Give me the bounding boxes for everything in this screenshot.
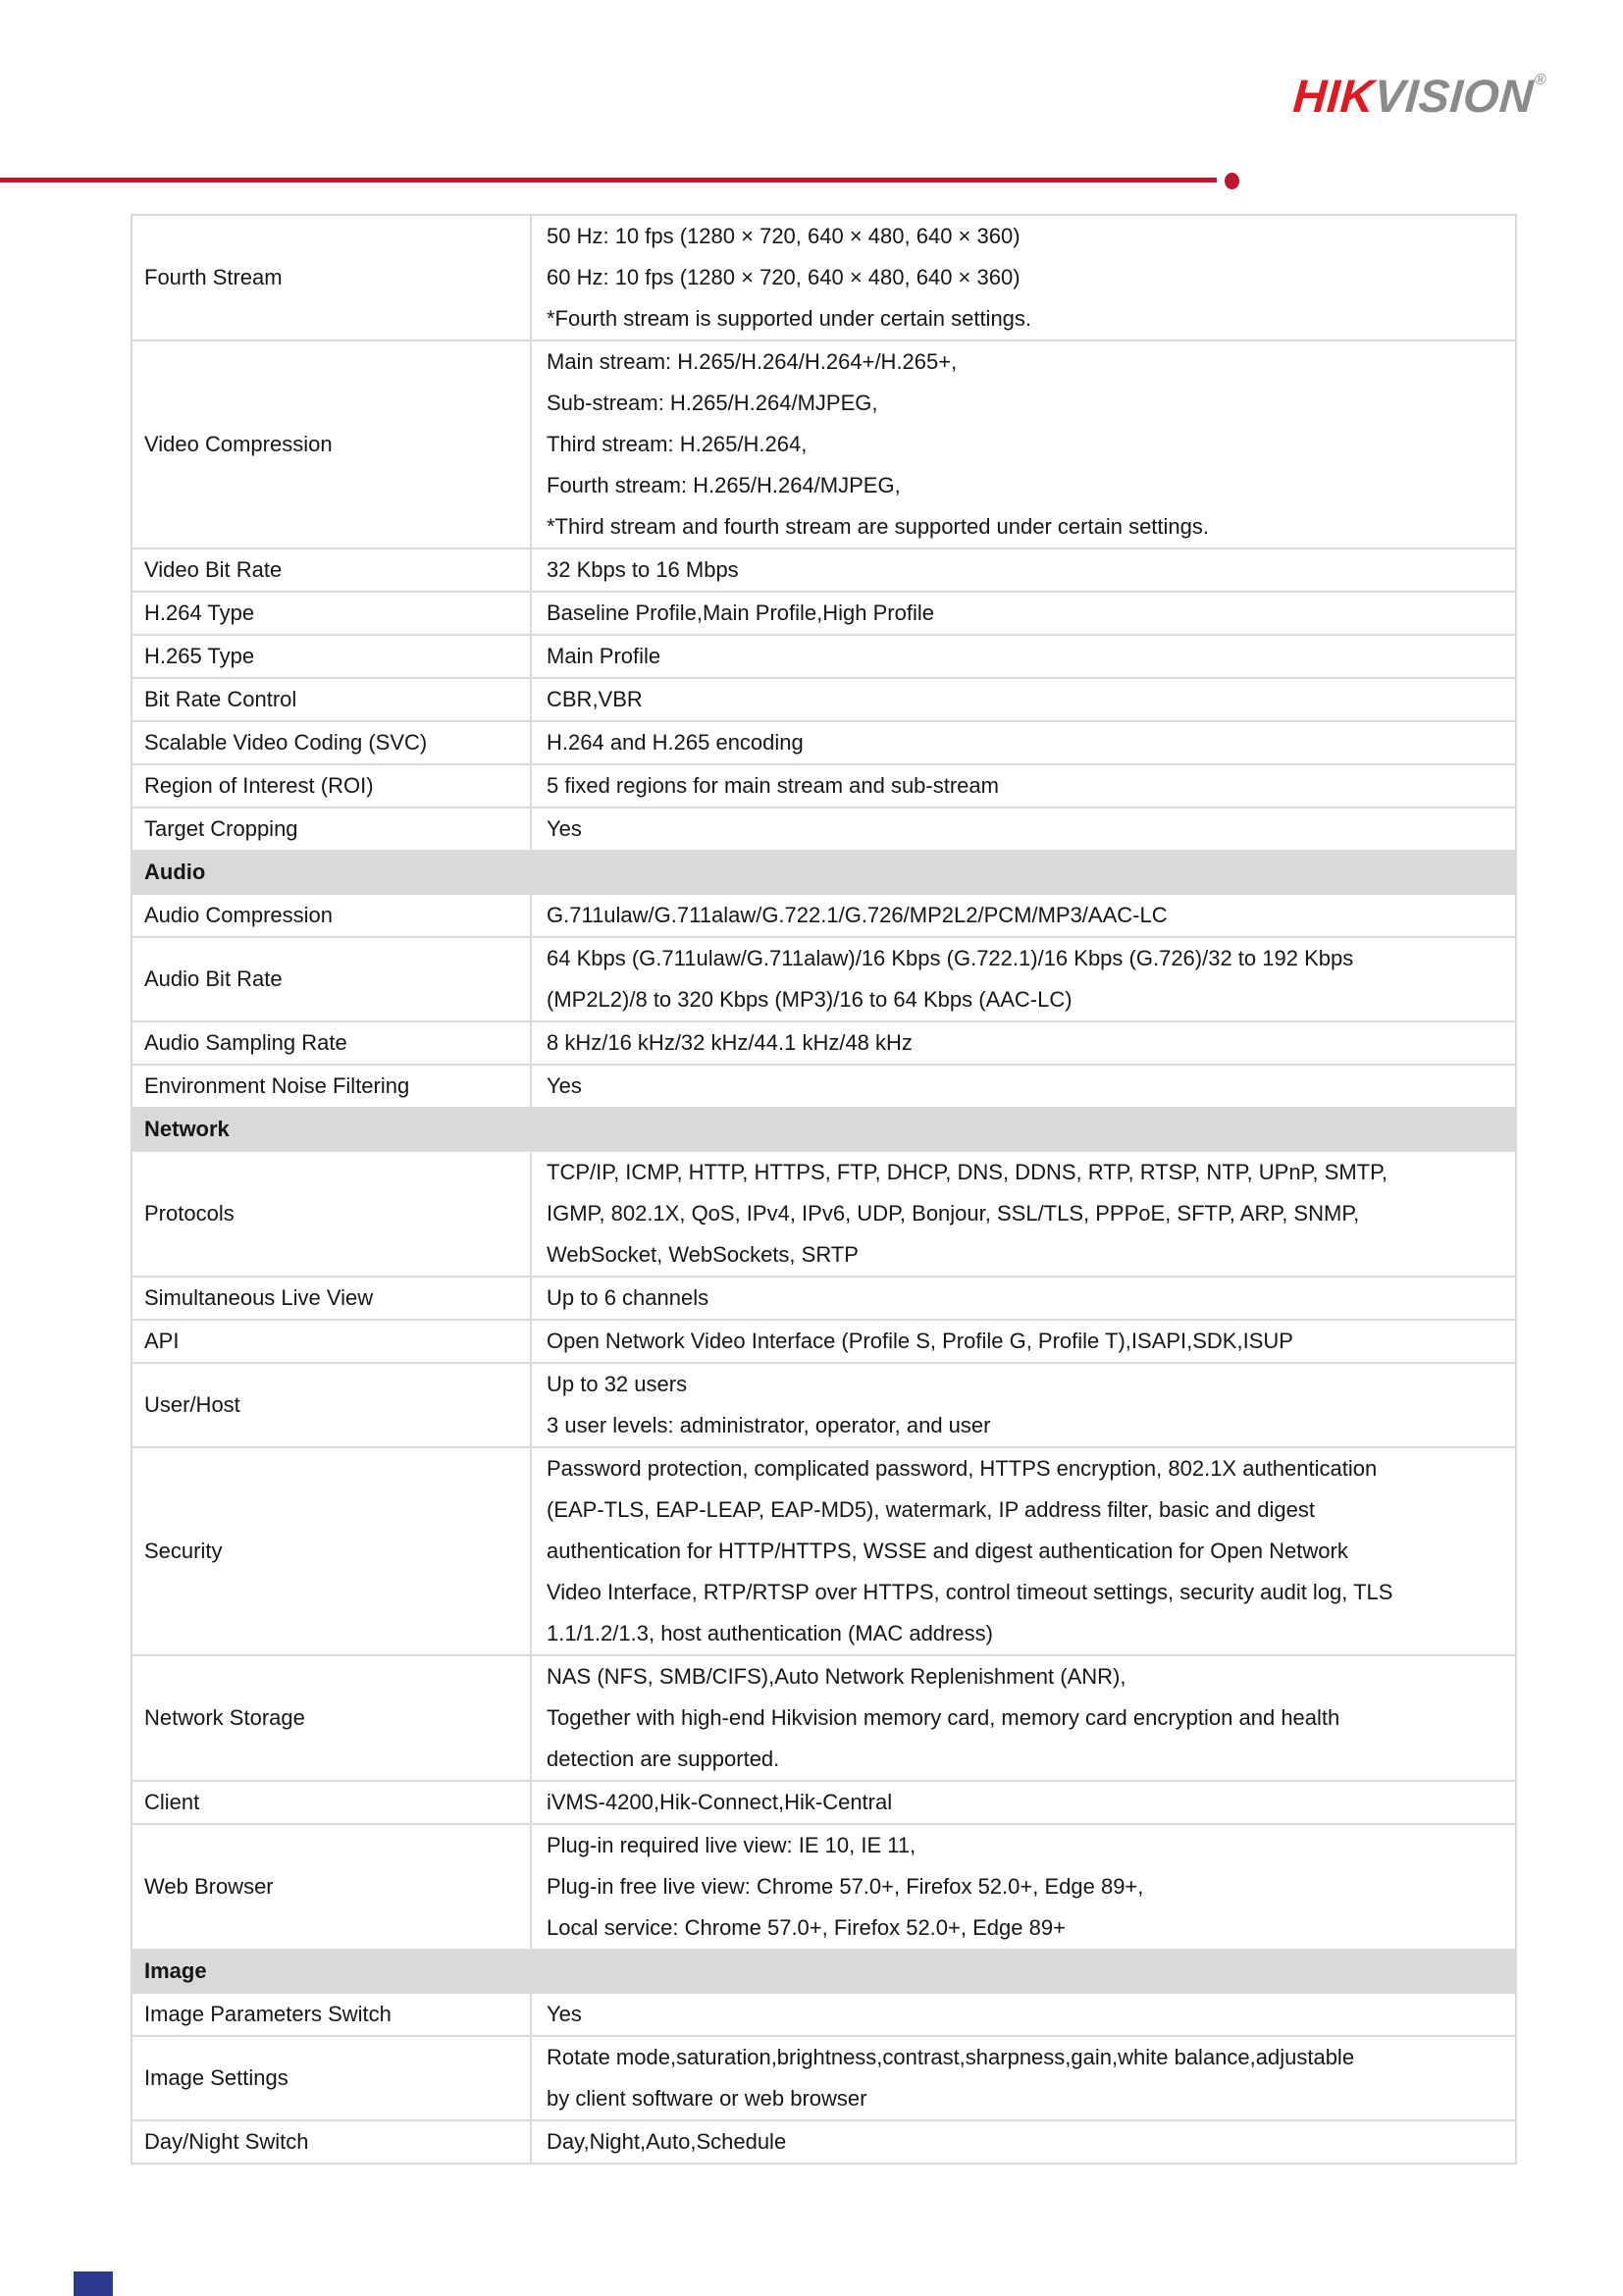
spec-value-line: Third stream: H.265/H.264,	[547, 432, 808, 456]
spec-row	[131, 548, 1516, 592]
header-rule-dot-icon	[1225, 173, 1239, 189]
spec-value	[531, 1824, 1516, 1950]
spec-label: Image Settings	[131, 2036, 531, 2120]
spec-value-line: Day,Night,Auto,Schedule	[547, 2129, 787, 2154]
spec-value-line: by client software or web browser	[547, 2086, 867, 2111]
spec-value	[531, 1065, 1516, 1108]
spec-row	[131, 678, 1516, 721]
section-row	[131, 851, 1516, 894]
spec-label: Image Parameters Switch	[131, 1993, 531, 2036]
spec-value	[531, 2036, 1516, 2120]
spec-value	[531, 1655, 1516, 1781]
spec-label: Audio Compression	[131, 894, 531, 937]
spec-label: H.265 Type	[131, 635, 531, 678]
spec-value-line: detection are supported.	[547, 1747, 780, 1771]
registered-trademark-icon: ®	[1534, 72, 1547, 88]
spec-value-line: CBR,VBR	[547, 687, 643, 711]
spec-value-line: 60 Hz: 10 fps (1280 × 720, 640 × 480, 640 × 360)	[547, 265, 1021, 289]
spec-value	[531, 548, 1516, 592]
spec-value-line: Password protection, complicated password, HTTPS encryption, 802.1X authentication	[547, 1456, 1378, 1481]
footer-blue-mark	[74, 2271, 113, 2296]
spec-label: API	[131, 1320, 531, 1363]
spec-label: Video Compression	[131, 340, 531, 548]
spec-row	[131, 1065, 1516, 1108]
spec-row	[131, 635, 1516, 678]
spec-label: Video Bit Rate	[131, 548, 531, 592]
spec-label: Audio Sampling Rate	[131, 1021, 531, 1065]
spec-value-line: iVMS-4200,Hik-Connect,Hik-Central	[547, 1790, 893, 1814]
spec-row	[131, 1363, 1516, 1447]
spec-row	[131, 2120, 1516, 2164]
spec-value-line: Main stream: H.265/H.264/H.264+/H.265+,	[547, 349, 958, 374]
spec-value-line: Up to 6 channels	[547, 1285, 709, 1310]
section-title: Network	[131, 1108, 1516, 1151]
spec-value	[531, 678, 1516, 721]
spec-label: Day/Night Switch	[131, 2120, 531, 2164]
spec-label: Environment Noise Filtering	[131, 1065, 531, 1108]
spec-value-line: Plug-in free live view: Chrome 57.0+, Firefox 52.0+, Edge 89+,	[547, 1874, 1144, 1899]
spec-row	[131, 592, 1516, 635]
spec-label: Target Cropping	[131, 808, 531, 851]
logo-hik-text: HIK	[1291, 70, 1377, 122]
spec-row	[131, 764, 1516, 808]
spec-label: Security	[131, 1447, 531, 1655]
spec-table	[131, 214, 1517, 2165]
spec-row	[131, 1655, 1516, 1781]
spec-value-line: authentication for HTTP/HTTPS, WSSE and digest authentication for Open Network	[547, 1539, 1348, 1563]
spec-value	[531, 764, 1516, 808]
spec-value	[531, 1993, 1516, 2036]
header-rule	[0, 178, 1217, 183]
spec-value	[531, 937, 1516, 1021]
spec-table-body	[131, 215, 1516, 2164]
spec-value-line: NAS (NFS, SMB/CIFS),Auto Network Replenishment (ANR),	[547, 1664, 1126, 1689]
spec-value-line: IGMP, 802.1X, QoS, IPv4, IPv6, UDP, Bonjour, SSL/TLS, PPPoE, SFTP, ARP, SNMP,	[547, 1201, 1360, 1226]
spec-value-line: Sub-stream: H.265/H.264/MJPEG,	[547, 391, 878, 415]
spec-value-line: (MP2L2)/8 to 320 Kbps (MP3)/16 to 64 Kbps (AAC-LC)	[547, 987, 1073, 1012]
spec-value	[531, 1320, 1516, 1363]
section-row	[131, 1108, 1516, 1151]
spec-row	[131, 1447, 1516, 1655]
spec-value-line: Local service: Chrome 57.0+, Firefox 52.0+, Edge 89+	[547, 1915, 1066, 1940]
spec-value-line: Yes	[547, 816, 582, 841]
spec-value-line: Rotate mode,saturation,brightness,contrast,sharpness,gain,white balance,adjustable	[547, 2045, 1355, 2069]
spec-value	[531, 2120, 1516, 2164]
spec-value-line: 8 kHz/16 kHz/32 kHz/44.1 kHz/48 kHz	[547, 1030, 913, 1055]
spec-row	[131, 215, 1516, 340]
spec-value	[531, 592, 1516, 635]
spec-label: Web Browser	[131, 1824, 531, 1950]
spec-value-line: Baseline Profile,Main Profile,High Profile	[547, 600, 934, 625]
spec-value-line: Together with high-end Hikvision memory card, memory card encryption and health	[547, 1705, 1340, 1730]
spec-value-line: 50 Hz: 10 fps (1280 × 720, 640 × 480, 640 × 360)	[547, 224, 1021, 248]
spec-value-line: Yes	[547, 1073, 582, 1098]
spec-row	[131, 1781, 1516, 1824]
spec-value-line: Yes	[547, 2002, 582, 2026]
spec-row	[131, 2036, 1516, 2120]
spec-row	[131, 1824, 1516, 1950]
spec-value-line: Plug-in required live view: IE 10, IE 11,	[547, 1833, 916, 1857]
section-title: Audio	[131, 851, 1516, 894]
spec-value-line: G.711ulaw/G.711alaw/G.722.1/G.726/MP2L2/PCM/MP3/AAC-LC	[547, 903, 1168, 927]
spec-value	[531, 894, 1516, 937]
spec-value	[531, 1021, 1516, 1065]
spec-label: Fourth Stream	[131, 215, 531, 340]
spec-value-line: 5 fixed regions for main stream and sub-stream	[547, 773, 999, 798]
spec-label: Region of Interest (ROI)	[131, 764, 531, 808]
spec-value	[531, 721, 1516, 764]
spec-value-line: 1.1/1.2/1.3, host authentication (MAC address)	[547, 1621, 993, 1645]
spec-value-line: Open Network Video Interface (Profile S, Profile G, Profile T),ISAPI,SDK,ISUP	[547, 1329, 1293, 1353]
spec-value-line: Up to 32 users	[547, 1372, 688, 1396]
spec-value-line: WebSocket, WebSockets, SRTP	[547, 1242, 859, 1267]
spec-value-line: (EAP-TLS, EAP-LEAP, EAP-MD5), watermark, IP address filter, basic and digest	[547, 1497, 1315, 1522]
logo-vision-text: VISION	[1372, 70, 1536, 122]
spec-label: Audio Bit Rate	[131, 937, 531, 1021]
spec-row	[131, 894, 1516, 937]
spec-value	[531, 1781, 1516, 1824]
spec-label: Protocols	[131, 1151, 531, 1277]
spec-label: Scalable Video Coding (SVC)	[131, 721, 531, 764]
spec-value-line: Video Interface, RTP/RTSP over HTTPS, control timeout settings, security audit log, TLS	[547, 1580, 1393, 1604]
spec-label: H.264 Type	[131, 592, 531, 635]
spec-label: User/Host	[131, 1363, 531, 1447]
hikvision-logo	[1291, 69, 1547, 123]
spec-value-line: Main Profile	[547, 644, 661, 668]
spec-value-line: 3 user levels: administrator, operator, and user	[547, 1413, 991, 1437]
spec-row	[131, 1320, 1516, 1363]
spec-value-line: 64 Kbps (G.711ulaw/G.711alaw)/16 Kbps (G.722.1)/16 Kbps (G.726)/32 to 192 Kbps	[547, 946, 1354, 970]
spec-value-line: H.264 and H.265 encoding	[547, 730, 804, 755]
spec-row	[131, 1993, 1516, 2036]
spec-label: Client	[131, 1781, 531, 1824]
section-row	[131, 1950, 1516, 1993]
spec-row	[131, 721, 1516, 764]
spec-row	[131, 340, 1516, 548]
spec-value-line: Fourth stream: H.265/H.264/MJPEG,	[547, 473, 901, 497]
spec-value	[531, 635, 1516, 678]
spec-value	[531, 215, 1516, 340]
spec-value	[531, 1363, 1516, 1447]
spec-value	[531, 340, 1516, 548]
spec-row	[131, 808, 1516, 851]
spec-value-line: *Fourth stream is supported under certain settings.	[547, 306, 1032, 331]
spec-label: Simultaneous Live View	[131, 1277, 531, 1320]
spec-value-line: 32 Kbps to 16 Mbps	[547, 557, 739, 582]
spec-value	[531, 1277, 1516, 1320]
spec-value-line: *Third stream and fourth stream are supported under certain settings.	[547, 514, 1210, 539]
spec-row	[131, 937, 1516, 1021]
spec-value	[531, 808, 1516, 851]
spec-row	[131, 1277, 1516, 1320]
spec-label: Network Storage	[131, 1655, 531, 1781]
spec-value-line: TCP/IP, ICMP, HTTP, HTTPS, FTP, DHCP, DNS, DDNS, RTP, RTSP, NTP, UPnP, SMTP,	[547, 1160, 1388, 1184]
spec-value	[531, 1151, 1516, 1277]
spec-value	[531, 1447, 1516, 1655]
spec-label: Bit Rate Control	[131, 678, 531, 721]
section-title: Image	[131, 1950, 1516, 1993]
spec-row	[131, 1021, 1516, 1065]
spec-row	[131, 1151, 1516, 1277]
